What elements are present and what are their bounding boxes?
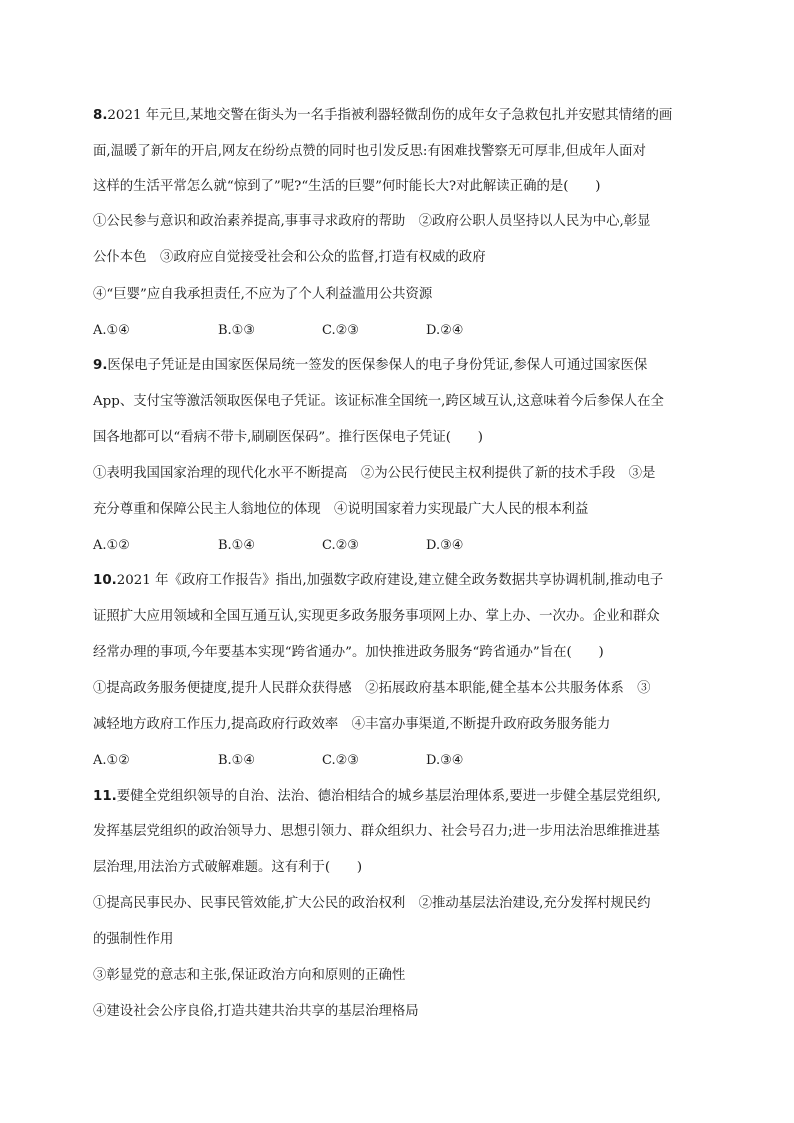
option-d[interactable]: D.②④ [426, 323, 464, 338]
question-number: 10. [93, 573, 117, 588]
option-d[interactable]: D.③④ [426, 753, 464, 768]
question-8-stem-line-2: 面,温暖了新年的开启,网友在纷纷点赞的同时也引发反思:有困难找警察无可厚非,但成年人面对 [93, 144, 646, 159]
question-number: 11. [93, 789, 117, 804]
option-c[interactable]: C.②③ [322, 323, 359, 338]
question-10-stem-line-3: 经常办理的事项,今年要基本实现“跨省通办”。加快推进政务服务“跨省通办”旨在( ) [93, 645, 604, 660]
question-number: 9. [93, 358, 108, 373]
question-9-statement-line: ①表明我国国家治理的现代化水平不断提高 ②为公民行使民主权利提供了新的技术手段 ③是 [93, 466, 656, 481]
question-11-statement-line: ④建设社会公序良俗,打造共建共治共享的基层治理格局 [93, 1004, 419, 1019]
question-8-stem-line-1: 8.2021 年元旦,某地交警在街头为一名手指被利器轻微刮伤的成年女子急救包扎并安慰其情绪的画 [93, 108, 673, 123]
question-10-stem-line-1: 10.2021 年《政府工作报告》指出,加强数字政府建设,建立健全政务数据共享协调机制,推动电子 [93, 573, 664, 588]
question-9-stem-line-1: 9.医保电子凭证是由国家医保局统一签发的医保参保人的电子身份凭证,参保人可通过国家医保 [93, 358, 648, 373]
question-11-statement-line: ①提高民事民办、民事民管效能,扩大公民的政治权利 ②推动基层法治建设,充分发挥村规民约 [93, 896, 651, 911]
question-8-stem-line-3: 这样的生活平常怎么就“惊到了”呢?“生活的巨婴”何时能长大?对此解读正确的是( ) [93, 179, 601, 194]
question-8-statement-line: 公仆本色 ③政府应自觉接受社会和公众的监督,打造有权威的政府 [93, 250, 486, 265]
question-9-statement-line: 充分尊重和保障公民主人翁地位的体现 ④说明国家着力实现最广大人民的根本利益 [93, 502, 589, 517]
option-a[interactable]: A.①② [93, 753, 130, 768]
question-8-statement-line: ④“巨婴”应自我承担责任,不应为了个人利益滥用公共资源 [93, 287, 433, 302]
question-10-statement-line: 减轻地方政府工作压力,提高政府行政效率 ④丰富办事渠道,不断提升政府政务服务能力 [93, 717, 611, 732]
question-11-stem-line-3: 层治理,用法治方式破解难题。这有利于( ) [93, 860, 363, 875]
option-a[interactable]: A.①④ [93, 323, 130, 338]
question-11-statement-line: 的强制性作用 [93, 932, 174, 947]
option-c[interactable]: C.②③ [322, 753, 359, 768]
option-c[interactable]: C.②③ [322, 538, 359, 553]
option-b[interactable]: B.①④ [218, 538, 255, 553]
question-11-stem-line-1: 11.要健全党组织领导的自治、法治、德治相结合的城乡基层治理体系,要进一步健全基层党组织, [93, 789, 661, 804]
question-10-stem-line-2: 证照扩大应用领域和全国互通互认,实现更多政务服务事项网上办、掌上办、一次办。企业和群众 [93, 609, 660, 624]
option-a[interactable]: A.①② [93, 538, 130, 553]
option-b[interactable]: B.①④ [218, 753, 255, 768]
option-b[interactable]: B.①③ [218, 323, 255, 338]
question-9-stem-line-3: 国各地都可以“看病不带卡,刷刷医保码”。推行医保电子凭证( ) [93, 430, 483, 445]
question-11-statement-line: ③彰显党的意志和主张,保证政治方向和原则的正确性 [93, 968, 406, 983]
question-number: 8. [93, 108, 108, 123]
question-11-stem-line-2: 发挥基层党组织的政治领导力、思想引领力、群众组织力、社会号召力;进一步用法治思维推进基 [93, 824, 660, 839]
question-10-statement-line: ①提高政务服务便捷度,提升人民群众获得感 ②拓展政府基本职能,健全基本公共服务体系 ③ [93, 681, 651, 696]
question-8-statement-line: ①公民参与意识和政治素养提高,事事寻求政府的帮助 ②政府公职人员坚持以人民为中心,彰显 [93, 214, 651, 229]
question-9-stem-line-2: App、支付宝等激活领取医保电子凭证。该证标准全国统一,跨区域互认,这意味着今后参保人在全 [93, 394, 664, 409]
option-d[interactable]: D.③④ [426, 538, 464, 553]
